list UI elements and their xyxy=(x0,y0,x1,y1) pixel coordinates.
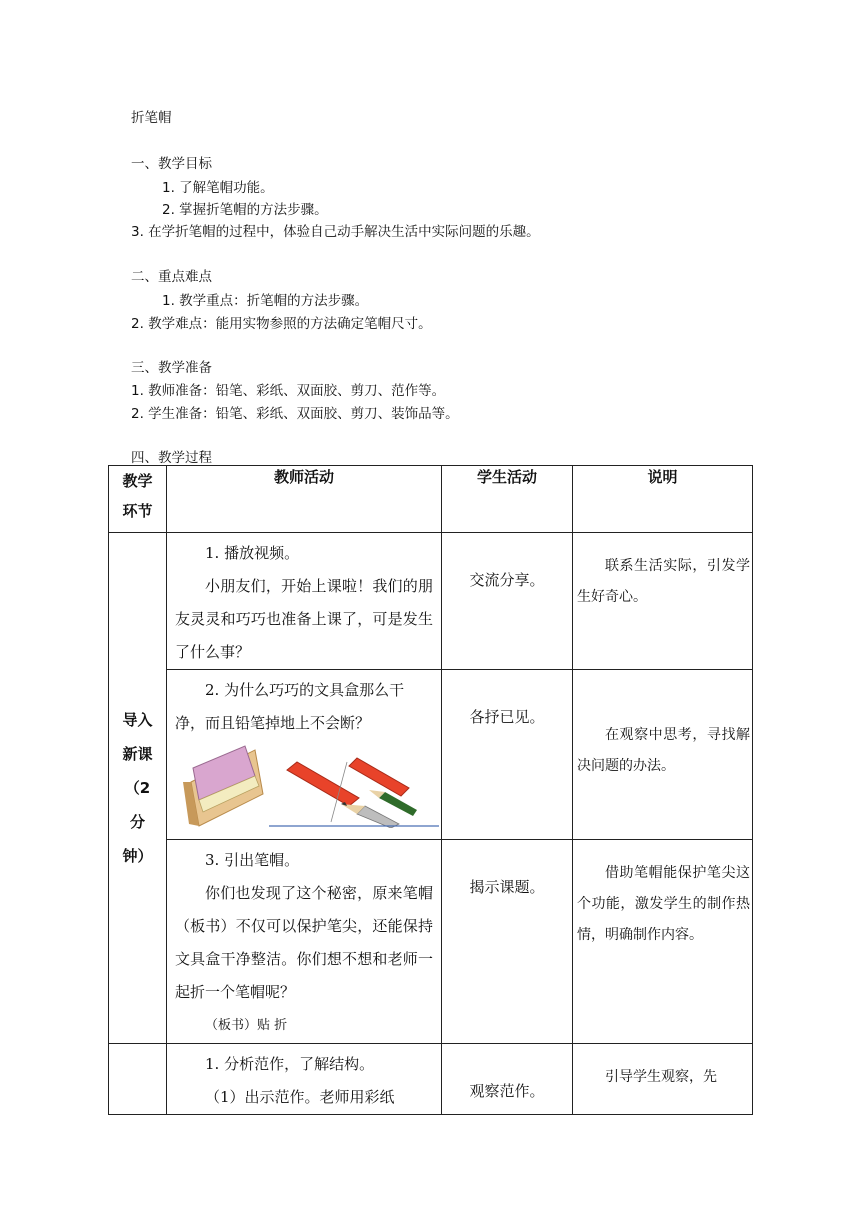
table-row xyxy=(109,840,753,1044)
goal-item-3: 3. 在学折笔帽的过程中，体验自己动手解决生活中实际问题的乐趣。 xyxy=(131,224,540,240)
teacher-activity: 1. 分析范作，了解结构。 （1）出示范作。老师用彩纸 xyxy=(167,1044,442,1115)
segment-intro: 导入 新课 （2 分 钟） xyxy=(109,533,167,1044)
table-row xyxy=(109,1044,753,1115)
goal-item-1: 1. 了解笔帽功能。 xyxy=(162,180,274,196)
process-heading: 四、教学过程 xyxy=(131,450,212,466)
key-item-1: 1. 教学重点：折笔帽的方法步骤。 xyxy=(162,293,369,309)
student-activity: 揭示课题。 xyxy=(442,840,573,1044)
student-activity: 交流分享。 xyxy=(442,533,573,670)
goals-heading: 一、教学目标 xyxy=(131,156,212,172)
prep-item-1: 1. 教师准备：铅笔、彩纸、双面胶、剪刀、范作等。 xyxy=(131,383,446,399)
key-item-2: 2. 教学难点：能用实物参照的方法确定笔帽尺寸。 xyxy=(131,316,432,332)
teacher-activity: 2. 为什么巧巧的文具盒那么干净，而且铅笔掉地上不会断？ xyxy=(167,670,442,840)
note-cell: 联系生活实际，引发学生好奇心。 xyxy=(573,533,753,670)
header-teacher: 教师活动 xyxy=(167,466,442,533)
table-header-row xyxy=(109,466,753,533)
pencil-box-icon xyxy=(183,746,263,826)
student-activity: 观察范作。 xyxy=(442,1044,573,1115)
table-row xyxy=(109,670,753,840)
key-heading: 二、重点难点 xyxy=(131,269,212,285)
table-row xyxy=(109,533,753,670)
teacher-activity: 3. 引出笔帽。 你们也发现了这个秘密，原来笔帽（板书）不仅可以保护笔尖，还能保持文具盒干净整洁。你们想不想和老师一起折一个笔帽呢？ （板书）贴 折 xyxy=(167,840,442,1044)
student-activity: 各抒已见。 xyxy=(442,670,573,840)
goal-item-2: 2. 掌握折笔帽的方法步骤。 xyxy=(162,202,328,218)
pencil-box-illustration xyxy=(169,742,439,828)
doc-title: 折笔帽 xyxy=(131,110,172,126)
header-student: 学生活动 xyxy=(442,466,573,533)
lesson-process-table xyxy=(108,465,753,1115)
header-segment: 教学 环节 xyxy=(109,466,167,533)
note-cell: 借助笔帽能保护笔尖这个功能，激发学生的制作热情，明确制作内容。 xyxy=(573,840,753,1044)
prep-item-2: 2. 学生准备：铅笔、彩纸、双面胶、剪刀、装饰品等。 xyxy=(131,406,459,422)
prep-heading: 三、教学准备 xyxy=(131,360,212,376)
header-note: 说明 xyxy=(573,466,753,533)
segment-empty xyxy=(109,1044,167,1115)
note-cell: 引导学生观察，先 xyxy=(573,1044,753,1115)
note-cell: 在观察中思考，寻找解决问题的办法。 xyxy=(573,670,753,840)
teacher-activity: 1. 播放视频。 小朋友们，开始上课啦！我们的朋友灵灵和巧巧也准备上课了，可是发生了什么事？ xyxy=(167,533,442,670)
